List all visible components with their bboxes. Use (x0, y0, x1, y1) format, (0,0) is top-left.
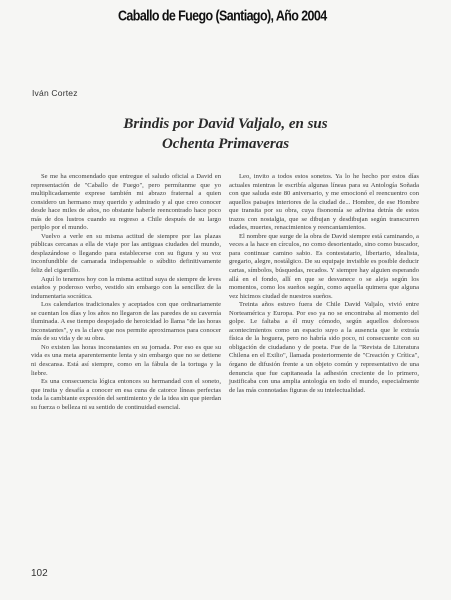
paragraph: Es una consecuencia lógica entonces su hermandad con el soneto, que insita y desafía a conocer en esa cuna de catorce líneas perfectas toda la cambiante expresión del sentimiento y de la idea sin que pierdan su fuerza o belleza ni su sentido de continuidad esencial. (31, 378, 221, 411)
paragraph: Treinta años estuvo fuera de Chile David Valjalo, vivió entre Norteamérica y Europa. Por eso ya no se encontraba al momento del golpe. Le faltaba a él muy cómodo, según aquellos dolorosos acontecimientos como un espacio suyo a la ausencia que le extraía física de la hoguera, pero no habría sido poco, ni consecuente con su obligación de ciudadano y de poeta. Fue de la "Revista de Literatura Chilena en el Exilio", llamada posteriormente de "Creación y Crítica", órgano de difusión frente a un objeto común y representativo de una denuncia que fue capitaneada la adhesión creciente de lo primero, justificaba con una amplia antología en todo el mundo, especialmente de las más connotadas figuras de su intelectualidad. (229, 301, 419, 394)
paragraph: Los calendarios tradicionales y aceptados con que ordinariamente se cuentan los días y los años no llegaron de las paredes de su cavernía iluminada. A ese tiempo despojado de heroicidad lo llama "de las horas inconstantes", y es la clave que nos permite aproximarnos para conocer más de su vida y de su obra. (31, 301, 221, 343)
paragraph: Vuelvo a verle en su misma actitud de siempre por las plazas públicas cercanas a ella de viaje por las antiguas ciudades del mundo, desplazándose o llegando para establecerse con su figura y su voz inconfundible de camarada indispensable o súbdito definitivamente feliz del cigarrillo. (31, 232, 221, 275)
page-number: 102 (31, 568, 48, 579)
title-line-2: Ochenta Primaveras (161, 136, 290, 152)
right-column (229, 173, 419, 395)
left-column (31, 173, 221, 412)
article-title (0, 114, 451, 154)
paragraph: El nombre que surge de la obra de David siempre está caminando, a veces a la hace en círculos, no como desorientado, sino como buscador, para continuar camino sabio. Es contestatario, libertario, idealista, gregario, alegre, nostálgico. De su equipaje invisible es posible deducir cartas, símbolos, búsquedas, recados. Y siempre hay alguien esperando allá en el fondo, allí en que se desvanece o se aleja según los momentos, como los sueños según, como aquella quimera que alguna vez hicimos ciudad de nuestros sueños. (229, 232, 419, 300)
source-stamp: Caballo de Fuego (Santiago), Año 2004 (118, 8, 327, 25)
paragraph: Leo, invito a todos estos sonetos. Ya lo he hecho por estos días actuales mientras le escribía algunas líneas para su Antología Soñada con que saluda este 80 aniversario, y me emocionó el reencuentro con aquellos paisajes interiores de la ciudad de... Hombre, de ese Hombre que transita por su obra, cuya fisonomía se adivina detrás de estos trazos con nostalgia, que se dibujan y desdibujan según transcurren edades, muertes, renacimientos y reencantamientos. (229, 173, 419, 232)
author-name: Iván Cortez (32, 88, 78, 98)
paragraph: No existen las horas inconstantes en su jornada. Por eso es que su vida es una meta aparentemente lenta y sin embargo que no se detiene ni descansa. Está así siempre, como en la fábula de la tortuga y la liebre. (31, 343, 221, 377)
title-line-1: Brindis por David Valjalo, en sus (123, 116, 328, 132)
paragraph: Se me ha encomendado que entregue el saludo oficial a David en representación de "Caballo de Fuego", pero permítanme que yo multiplicadamente exprese también mi abrazo fraternal a quien considero un hermano muy querido y admirado y al que creo conocer desde hace miles de años, no obstante haberle reencontrado hace poco más de dos lustros cuando su regreso a Chile después de su largo periplo por el mundo. (31, 173, 221, 232)
paragraph: Aquí lo tenemos hoy con la misma actitud suya de siempre de leves estaños y poderoso verbo, vestido sin embargo con la sencillez de la indumentaria socrática. (31, 275, 221, 300)
